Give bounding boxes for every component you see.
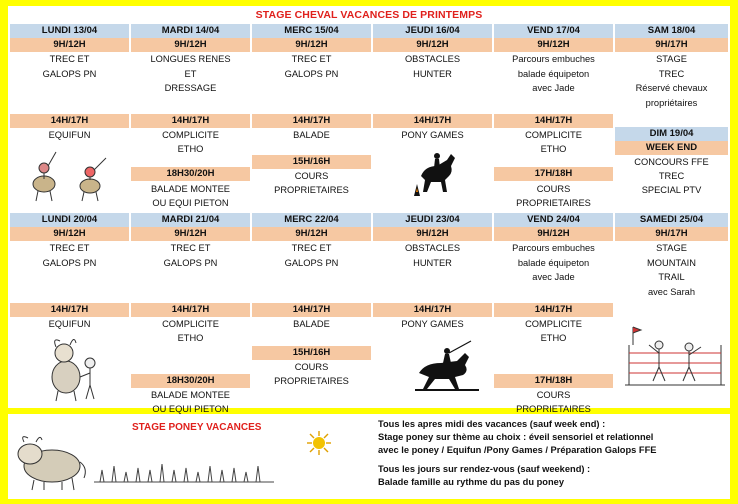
activity-line: BALADE MONTEE	[150, 184, 231, 194]
week2-thursday	[373, 213, 492, 329]
week1-saturday	[615, 24, 728, 195]
info-line: avec le poney / Equifun /Pony Games / Préparation Galops FFE	[378, 445, 657, 455]
time-slot: 9H/12H	[10, 38, 129, 52]
poney-title: STAGE PONEY VACANCES	[132, 422, 262, 433]
poney-section	[8, 414, 730, 499]
info-line: Stage poney sur thème au choix : éveil sensoriel et relationnel	[378, 432, 654, 442]
activity-line: TREC ET	[49, 243, 90, 253]
activity-line: OBSTACLES	[404, 54, 461, 64]
activity-line: BALADE	[293, 319, 330, 329]
time-slot: 9H/12H	[494, 38, 613, 52]
time-slot: 9H/12H	[373, 38, 492, 52]
activity-line: ETHO	[177, 333, 204, 343]
day-header: LUNDI 13/04	[10, 24, 129, 38]
time-slot: 15H/16H	[252, 155, 371, 169]
activity-line: PROPRIETAIRES	[516, 404, 591, 414]
week-2	[8, 213, 730, 414]
time-slot: 15H/16H	[252, 346, 371, 360]
time-slot: 14H/17H	[373, 303, 492, 317]
time-slot: 9H/12H	[373, 227, 492, 241]
time-slot: 14H/17H	[10, 303, 129, 317]
time-slot: 14H/17H	[373, 114, 492, 128]
day-header: MERC 15/04	[252, 24, 371, 38]
activity-line: COMPLICITE	[525, 319, 582, 329]
info-line: Tous les jours sur rendez-vous (sauf weekend) :	[378, 464, 591, 474]
activity-line: GALOPS PN	[42, 68, 97, 79]
activity-line: COURS	[536, 184, 571, 194]
week2-monday	[10, 213, 129, 329]
time-slot: 14H/17H	[131, 114, 250, 128]
activity-line: LONGUES RENES	[150, 54, 231, 64]
pony-kid-cartoon-icon	[44, 333, 104, 403]
activity-line: Parcours embuches	[512, 54, 595, 64]
activity-line: ET	[184, 68, 197, 79]
week1-wednesday	[252, 24, 371, 195]
activity-line: EQUIFUN	[48, 130, 91, 140]
pony-cartoon-icon	[14, 432, 90, 492]
polo-rider-silhouette-icon	[413, 339, 481, 395]
page-title: STAGE CHEVAL VACANCES DE PRINTEMPS	[255, 9, 483, 21]
activity-line: GALOPS PN	[163, 257, 218, 268]
activity-line: PROPRIETAIRES	[274, 376, 349, 386]
time-slot: 14H/17H	[252, 303, 371, 317]
activity-line: MOUNTAIN	[647, 257, 696, 268]
activity-line: COURS	[294, 171, 329, 181]
day-header: LUNDI 20/04	[10, 213, 129, 227]
activity-line: TREC ET	[49, 54, 90, 64]
day-header: SAM 18/04	[615, 24, 728, 38]
activity-line: HUNTER	[413, 257, 452, 268]
info-line: Tous les apres midi des vacances (sauf week end) :	[378, 419, 606, 429]
activity-line: PROPRIETAIRES	[516, 198, 591, 208]
day-header: MARDI 14/04	[131, 24, 250, 38]
activity-line: GALOPS PN	[284, 68, 339, 79]
activity-line: GALOPS PN	[284, 257, 339, 268]
time-slot: 14H/17H	[131, 303, 250, 317]
week1-friday	[494, 24, 613, 208]
time-slot: 9H/12H	[252, 227, 371, 241]
activity-line: Réservé chevaux	[635, 83, 708, 93]
week1-monday	[10, 24, 129, 140]
activity-line: balade équipeton	[517, 68, 590, 79]
activity-line: avec Jade	[532, 83, 575, 93]
sunday-header: DIM 19/04	[615, 127, 728, 141]
activity-line: COURS	[294, 362, 329, 372]
activity-line: ETHO	[177, 144, 204, 154]
activity-line: balade équipeton	[517, 257, 590, 268]
day-header: JEUDI 23/04	[373, 213, 492, 227]
day-header: MERC 22/04	[252, 213, 371, 227]
activity-line: COMPLICITE	[525, 130, 582, 140]
activity-line: SPECIAL PTV	[641, 185, 702, 195]
weekend-label: WEEK END	[615, 141, 728, 155]
activity-line: COURS	[536, 390, 571, 400]
pony-games-silhouette-icon	[411, 146, 461, 198]
time-slot: 14H/17H	[10, 114, 129, 128]
time-slot: 18H30/20H	[131, 167, 250, 181]
time-slot: 9H/12H	[494, 227, 613, 241]
activity-line: avec Sarah	[647, 286, 696, 297]
day-header: VEND 24/04	[494, 213, 613, 227]
activity-line: PONY GAMES	[401, 319, 464, 329]
time-slot: 9H/12H	[10, 227, 129, 241]
week2-friday	[494, 213, 613, 414]
activity-line: avec Jade	[532, 272, 575, 282]
time-slot: 9H/12H	[252, 38, 371, 52]
day-header: VEND 17/04	[494, 24, 613, 38]
week2-tuesday	[131, 213, 250, 414]
time-slot: 17H/18H	[494, 374, 613, 388]
activity-line: GALOPS PN	[42, 257, 97, 268]
activity-line: EQUIFUN	[48, 319, 91, 329]
activity-line: TREC ET	[291, 54, 332, 64]
activity-line: HUNTER	[413, 68, 452, 79]
time-slot: 18H30/20H	[131, 374, 250, 388]
time-slot: 9H/17H	[615, 38, 728, 52]
sun-logo-icon	[306, 430, 332, 456]
activity-line: CONCOURS FFE	[634, 157, 709, 167]
activity-line: ETHO	[540, 333, 567, 343]
time-slot: 14H/17H	[252, 114, 371, 128]
week1-thursday	[373, 24, 492, 140]
time-slot: 9H/12H	[131, 227, 250, 241]
activity-line: PONY GAMES	[401, 130, 464, 140]
activity-line: OU EQUI PIETON	[152, 198, 229, 208]
grass-parade-icon	[94, 458, 274, 484]
activity-line: OU EQUI PIETON	[152, 404, 229, 414]
week-1	[8, 24, 730, 206]
day-header: MARDI 21/04	[131, 213, 250, 227]
activity-line: STAGE	[656, 54, 687, 64]
activity-line: COMPLICITE	[162, 319, 219, 329]
week2-wednesday	[252, 213, 371, 386]
activity-line: TREC	[658, 171, 685, 181]
activity-line: DRESSAGE	[164, 83, 217, 93]
activity-line: Parcours embuches	[512, 243, 595, 253]
activity-line: OBSTACLES	[404, 243, 461, 253]
activity-line: TREC ET	[291, 243, 332, 253]
time-slot: 9H/12H	[131, 38, 250, 52]
time-slot: 9H/17H	[615, 227, 728, 241]
week2-saturday	[615, 213, 728, 299]
schedule-sheet	[8, 6, 730, 414]
activity-line: STAGE	[656, 243, 687, 253]
poney-info	[378, 418, 656, 489]
boxing-ring-cartoon-icon	[625, 325, 725, 389]
time-slot: 14H/17H	[494, 303, 613, 317]
activity-line: ETHO	[540, 144, 567, 154]
activity-line: propriétaires	[645, 97, 698, 108]
activity-line: TREC	[658, 68, 685, 79]
activity-line: BALADE	[293, 130, 330, 140]
day-header: SAMEDI 25/04	[615, 213, 728, 227]
activity-line: COMPLICITE	[162, 130, 219, 140]
time-slot: 17H/18H	[494, 167, 613, 181]
activity-line: PROPRIETAIRES	[274, 185, 349, 195]
activity-line: BALADE MONTEE	[150, 390, 231, 400]
time-slot: 14H/17H	[494, 114, 613, 128]
activity-line: TRAIL	[658, 272, 685, 282]
week1-tuesday	[131, 24, 250, 208]
info-line: Balade famille au rythme du pas du poney	[378, 477, 564, 487]
day-header: JEUDI 16/04	[373, 24, 492, 38]
activity-line: TREC ET	[170, 243, 211, 253]
rider-cartoon-icon	[22, 146, 112, 202]
